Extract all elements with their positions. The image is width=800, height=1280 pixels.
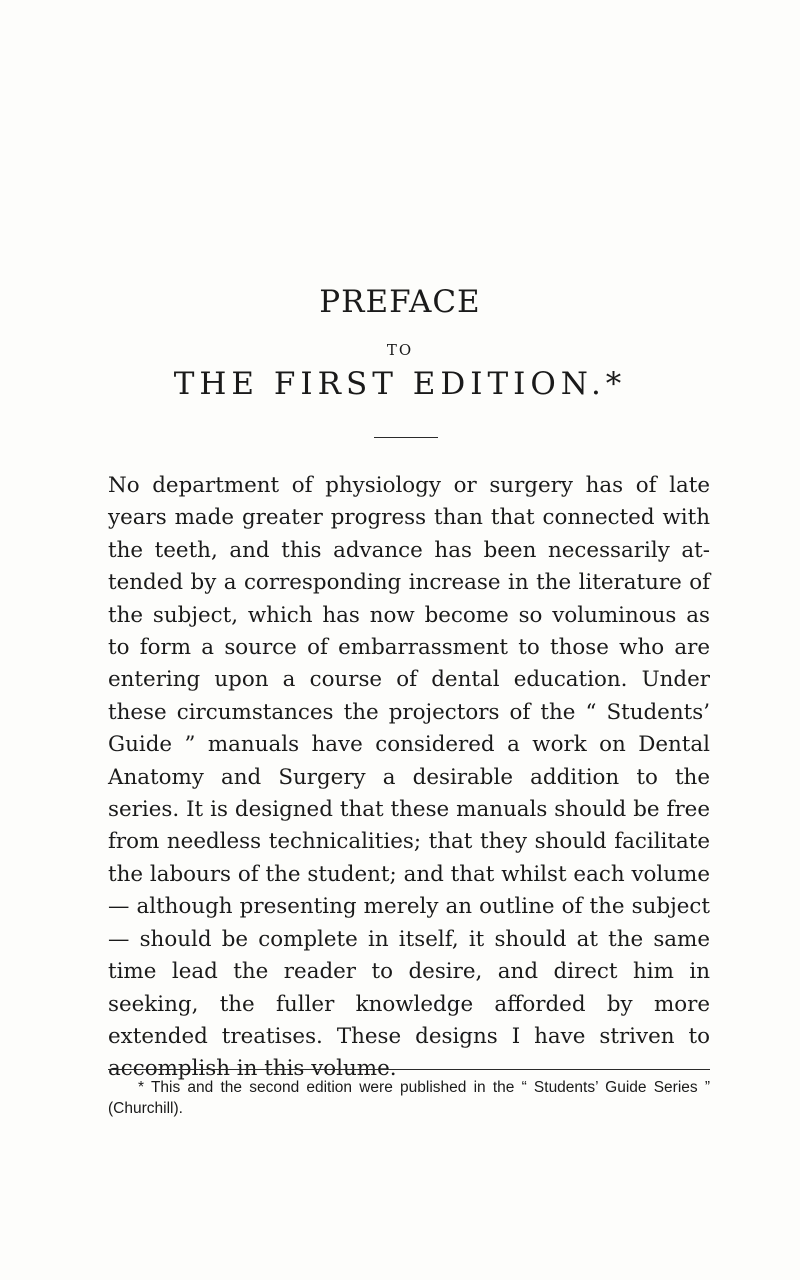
preface-paragraph: No department of physiology or surgery has of late years made greater progress than that connected with the teeth, and this advance has been necessarily at- tended by a corresponding increase in the literature of the subject, which has now become so voluminous as to form a source of embarrassment to those who are entering upon a course of dental education. Under these circumstances the projectors of the “ Students’ Guide ” manuals have considered a work on Dental Anatomy and Surgery a desirable addition to the series. It is designed that these manuals should be free from needless technicalities; that they should facilitate the labours of the student; and that whilst each volume— although presenting merely an outline of the subject— should be complete in itself, it should at the same time lead the reader to desire, and direct him in seeking, the fuller knowledge afforded by more extended treatises. These designs I have striven to accomplish in this volume. bbox=[108, 473, 710, 1082]
footnote: * This and the second edition were published in the “ Students’ Guide Series ” (Churchill). bbox=[108, 1079, 710, 1117]
title-connector: TO bbox=[386, 341, 414, 359]
title-divider bbox=[374, 437, 438, 438]
footnote-divider bbox=[108, 1069, 710, 1070]
page-title: PREFACE bbox=[319, 284, 481, 320]
page-subtitle: THE FIRST EDITION.* bbox=[173, 366, 627, 402]
